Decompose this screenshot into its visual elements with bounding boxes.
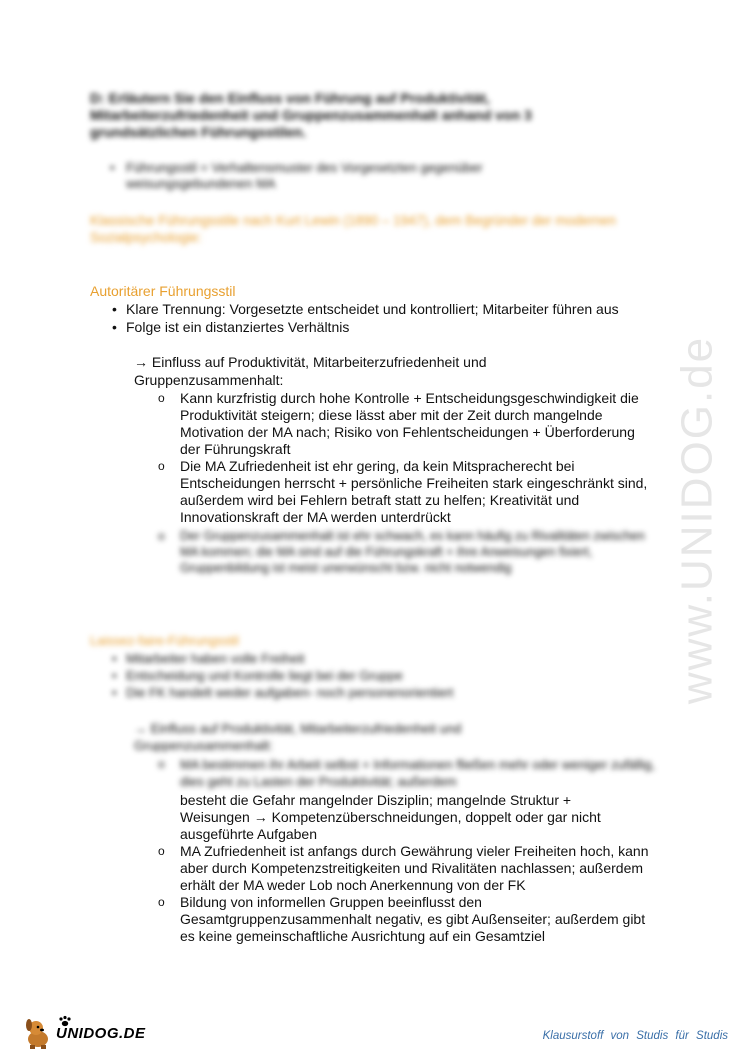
laissez-subpoint-productivity xyxy=(158,756,658,843)
watermark-graphic xyxy=(640,300,750,740)
list-item: o Bildung von informellen Gruppen beeinflusst den Gesamtgruppenzusammenhalt negativ, es gibt Außenseiter; außerdem gibt es keine gemeinschaftliche Ausrichtung auf ein Gesamtziel xyxy=(158,894,658,945)
arrow-right-icon: → xyxy=(253,809,268,825)
autoritaer-subpoint-blurred xyxy=(158,528,658,576)
autoritaer-bullets xyxy=(112,300,672,336)
list-item: • Folge ist ein distanziertes Verhältnis xyxy=(112,318,672,336)
section-heading-laissez-faire: Laissez-faire-Führungsstil xyxy=(90,633,239,648)
list-item: o Kann kurzfristig durch hohe Kontrolle + Entscheidungsgeschwindigkeit die Produktivität steigern; diese lässt aber mit der Zeit durch mangelnde Motivation der MA nach; Risiko von Fehlentscheidungen + Überforderung der Führungskraft xyxy=(158,390,658,458)
watermark xyxy=(640,300,750,740)
arrow-right-icon: → xyxy=(134,354,148,370)
list-item: • Klare Trennung: Vorgesetzte entscheidet und kontrolliert; Mitarbeiter führen aus xyxy=(112,300,672,318)
question-title: D: Erläutern Sie den Einfluss von Führung auf Produktivität, Mitarbeiterzufriedenheit und Gruppenzusammenhalt anhand von 3 grundsätzlichen Führungsstilen. xyxy=(90,90,532,140)
blurred-lines xyxy=(158,756,658,790)
section-heading-autoritaer: Autoritärer Führungsstil xyxy=(90,283,236,299)
effect-text: Einfluss auf Produktivität, Mitarbeiterzufriedenheit und Gruppenzusammenhalt: xyxy=(134,721,462,753)
laissez-subpoints xyxy=(158,843,658,945)
list-item: • Mitarbeiter haben volle Freiheit xyxy=(112,650,672,667)
laissez-effect-heading xyxy=(134,720,534,754)
list-marker: o xyxy=(158,757,165,771)
list-item: o MA Zufriedenheit ist anfangs durch Gewährung vieler Freiheiten hoch, kann aber durch Kompetenzstreitigkeiten und Rivalitäten nachlassen; außerdem erhält der MA weder Lob noch Anerkennung von der FK xyxy=(158,843,658,894)
sub1-line: ausgeführte Aufgaben xyxy=(180,826,318,842)
definition-bullet xyxy=(110,160,566,192)
watermark-text: www.UNIDOG.de xyxy=(672,335,722,705)
logo-text: UNIDOG.DE xyxy=(56,1025,146,1042)
sub1-line xyxy=(180,809,658,826)
list-item: o Der Gruppenzusammenhalt ist ehr schwach, es kann häufig zu Rivalitäten zwischen MA kommen; die MA sind auf die Führungskraft + ihre Anweisungen fixiert, Gruppenbildung ist meist unerwünscht bzw. nicht notwendig xyxy=(158,528,658,576)
dog-icon xyxy=(20,1015,56,1051)
list-item: o Die MA Zufriedenheit ist ehr gering, da kein Mitspracherecht bei Entscheidungen herrscht + persönliche Freiheiten stark eingeschränkt sind, außerdem wird bei Fehlern betraft statt zu helfen; Kreativität und Innovationskraft der MA werden unterdrückt xyxy=(158,458,658,526)
autoritaer-subpoints xyxy=(158,390,658,526)
sub1-blurred-text: MA bestimmen ihr Arbeit selbst + Informationen fließen mehr oder weniger zufällig, dies geht zu Lasten der Produktivität; außerdem xyxy=(180,757,656,789)
list-item: • Entscheidung und Kontrolle liegt bei der Gruppe xyxy=(112,667,672,684)
autoritaer-effect-heading xyxy=(134,353,554,389)
sub1-line-part: Kompetenzüberschneidungen, doppelt oder gar nicht xyxy=(271,809,601,825)
footer-tagline: Klausurstoff von Studis für Studis xyxy=(542,1030,728,1042)
visible-lines xyxy=(158,792,658,843)
sub1-line: besteht die Gefahr mangelnder Disziplin; mangelnde Struktur + xyxy=(180,792,572,808)
sub1-line-part: Weisungen xyxy=(180,809,250,825)
logo xyxy=(20,1015,180,1051)
list-item: • Die FK handelt weder aufgaben- noch personenorientiert xyxy=(112,684,672,701)
classic-styles-intro: Klassische Führungsstile nach Kurt Lewin (1890 – 1947), dem Begründer der modernen Sozialpsychologie: xyxy=(90,213,617,245)
definition-text: Führungsstil = Verhaltensmuster des Vorgesetzten gegenüber weisungsgebundenen MA xyxy=(126,160,483,191)
arrow-right-icon: → xyxy=(134,721,147,736)
effect-text: Einfluss auf Produktivität, Mitarbeiterzufriedenheit und Gruppenzusammenhalt: xyxy=(134,354,487,388)
laissez-bullets xyxy=(112,650,672,701)
